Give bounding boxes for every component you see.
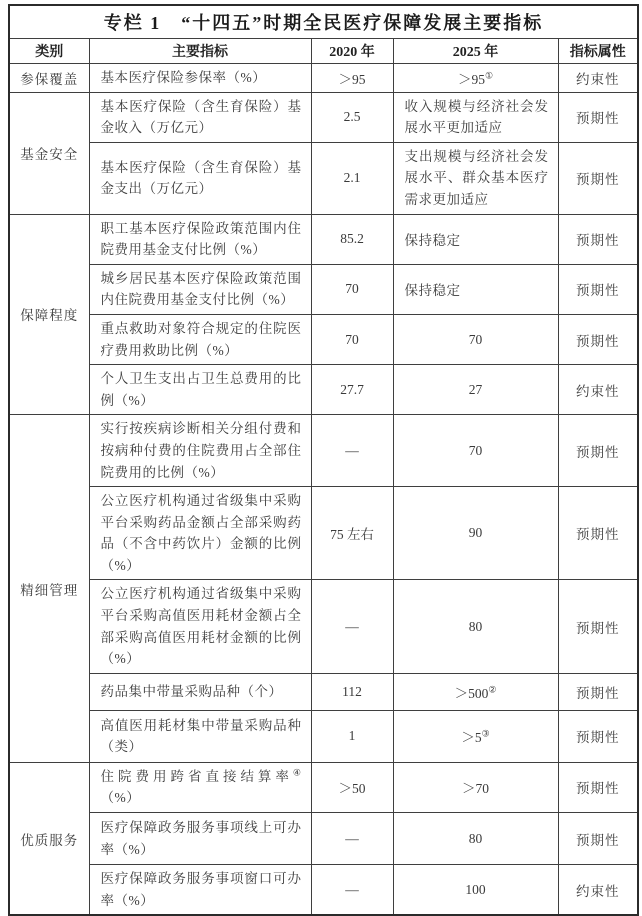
attribute-cell: 预期性 — [558, 580, 638, 673]
attribute-cell: 预期性 — [558, 264, 638, 314]
indicator-cell: 医疗保障政务服务事项线上可办率（%） — [89, 813, 311, 865]
value-2020-cell: 75 左右 — [311, 487, 393, 580]
value-2020-cell: — — [311, 415, 393, 487]
header-indicator: 主要指标 — [89, 39, 311, 64]
footnote-mark: ② — [488, 684, 497, 695]
category-cell: 优质服务 — [9, 762, 89, 915]
category-cell: 保障程度 — [9, 214, 89, 415]
value-2020-cell: 85.2 — [311, 214, 393, 264]
attribute-cell: 预期性 — [558, 214, 638, 264]
indicator-cell: 基本医疗保险（含生育保险）基金收入（万亿元） — [89, 92, 311, 142]
table-row — [9, 415, 638, 487]
value-2020-cell: — — [311, 813, 393, 865]
indicator-cell: 城乡居民基本医疗保险政策范围内住院费用基金支付比例（%） — [89, 264, 311, 314]
header-2025: 2025 年 — [393, 39, 558, 64]
attribute-cell: 预期性 — [558, 415, 638, 487]
value-2025-cell: 100 — [393, 865, 558, 916]
indicator-cell: 基本医疗保险（含生育保险）基金支出（万亿元） — [89, 142, 311, 214]
table-row — [9, 64, 638, 93]
value-2025-cell: 70 — [393, 415, 558, 487]
header-row — [9, 39, 638, 64]
value-2020-cell: — — [311, 865, 393, 916]
attribute-cell: 约束性 — [558, 865, 638, 916]
attribute-cell: 预期性 — [558, 487, 638, 580]
value-2020-cell: 70 — [311, 314, 393, 364]
value-2020-cell: ＞50 — [311, 762, 393, 812]
table-row — [9, 710, 638, 762]
value-2025-cell: ＞5③ — [393, 710, 558, 762]
attribute-cell: 预期性 — [558, 813, 638, 865]
header-2020: 2020 年 — [311, 39, 393, 64]
value-2025-cell: ＞500② — [393, 673, 558, 710]
indicator-cell: 公立医疗机构通过省级集中采购平台采购药品金额占全部采购药品（不含中药饮片）金额的比例（%） — [89, 487, 311, 580]
attribute-cell: 约束性 — [558, 64, 638, 93]
table-row — [9, 264, 638, 314]
value-2025-cell: 收入规模与经济社会发展水平更加适应 — [393, 92, 558, 142]
value-2020-cell: 70 — [311, 264, 393, 314]
value-2025-cell: 80 — [393, 813, 558, 865]
table-row — [9, 762, 638, 812]
footnote-mark: ① — [484, 70, 494, 81]
attribute-cell: 预期性 — [558, 762, 638, 812]
indicator-cell: 药品集中带量采购品种（个） — [89, 673, 311, 710]
indicator-table-container — [8, 4, 637, 916]
indicator-cell: 基本医疗保险参保率（%） — [89, 64, 311, 93]
value-2025-cell: 保持稳定 — [393, 264, 558, 314]
category-cell: 基金安全 — [9, 92, 89, 214]
indicator-cell: 医疗保障政务服务事项窗口可办率（%） — [89, 865, 311, 916]
indicator-cell: 实行按疾病诊断相关分组付费和按病种付费的住院费用占全部住院费用的比例（%） — [89, 415, 311, 487]
attribute-cell: 约束性 — [558, 365, 638, 415]
footnote-mark: ③ — [481, 728, 490, 739]
table-row — [9, 142, 638, 214]
indicator-cell: 住院费用跨省直接结算率④（%） — [89, 762, 311, 812]
table-row — [9, 92, 638, 142]
value-2020-cell: 112 — [311, 673, 393, 710]
table-row — [9, 865, 638, 916]
header-category: 类别 — [9, 39, 89, 64]
table-row — [9, 214, 638, 264]
indicator-cell: 高值医用耗材集中带量采购品种（类） — [89, 710, 311, 762]
value-2020-cell: — — [311, 580, 393, 673]
indicator-table — [8, 4, 639, 916]
value-2025-cell: 80 — [393, 580, 558, 673]
value-2025-cell: 70 — [393, 314, 558, 364]
value-2020-cell: ＞95 — [311, 64, 393, 93]
indicator-cell: 个人卫生支出占卫生总费用的比例（%） — [89, 365, 311, 415]
attribute-cell: 预期性 — [558, 92, 638, 142]
value-2025-cell: 支出规模与经济社会发展水平、群众基本医疗需求更加适应 — [393, 142, 558, 214]
table-row — [9, 365, 638, 415]
indicator-cell: 公立医疗机构通过省级集中采购平台采购高值医用耗材金额占全部采购高值医用耗材金额的比例（%） — [89, 580, 311, 673]
table-row — [9, 487, 638, 580]
value-2025-cell: 90 — [393, 487, 558, 580]
table-row — [9, 580, 638, 673]
attribute-cell: 预期性 — [558, 142, 638, 214]
value-2020-cell: 2.5 — [311, 92, 393, 142]
value-2020-cell: 27.7 — [311, 365, 393, 415]
attribute-cell: 预期性 — [558, 314, 638, 364]
header-attribute: 指标属性 — [558, 39, 638, 64]
table-row — [9, 673, 638, 710]
table-row — [9, 314, 638, 364]
indicator-cell: 职工基本医疗保险政策范围内住院费用基金支付比例（%） — [89, 214, 311, 264]
value-2025-cell: 保持稳定 — [393, 214, 558, 264]
indicator-cell: 重点救助对象符合规定的住院医疗费用救助比例（%） — [89, 314, 311, 364]
table-title: 专栏 1 “十四五”时期全民医疗保障发展主要指标 — [9, 5, 638, 39]
category-cell: 参保覆盖 — [9, 64, 89, 93]
footnote-mark: ④ — [292, 767, 302, 778]
value-2020-cell: 1 — [311, 710, 393, 762]
table-row — [9, 813, 638, 865]
value-2020-cell: 2.1 — [311, 142, 393, 214]
value-2025-cell: ＞95① — [393, 64, 558, 93]
attribute-cell: 预期性 — [558, 710, 638, 762]
value-2025-cell: ＞70 — [393, 762, 558, 812]
category-cell: 精细管理 — [9, 415, 89, 763]
attribute-cell: 预期性 — [558, 673, 638, 710]
value-2025-cell: 27 — [393, 365, 558, 415]
